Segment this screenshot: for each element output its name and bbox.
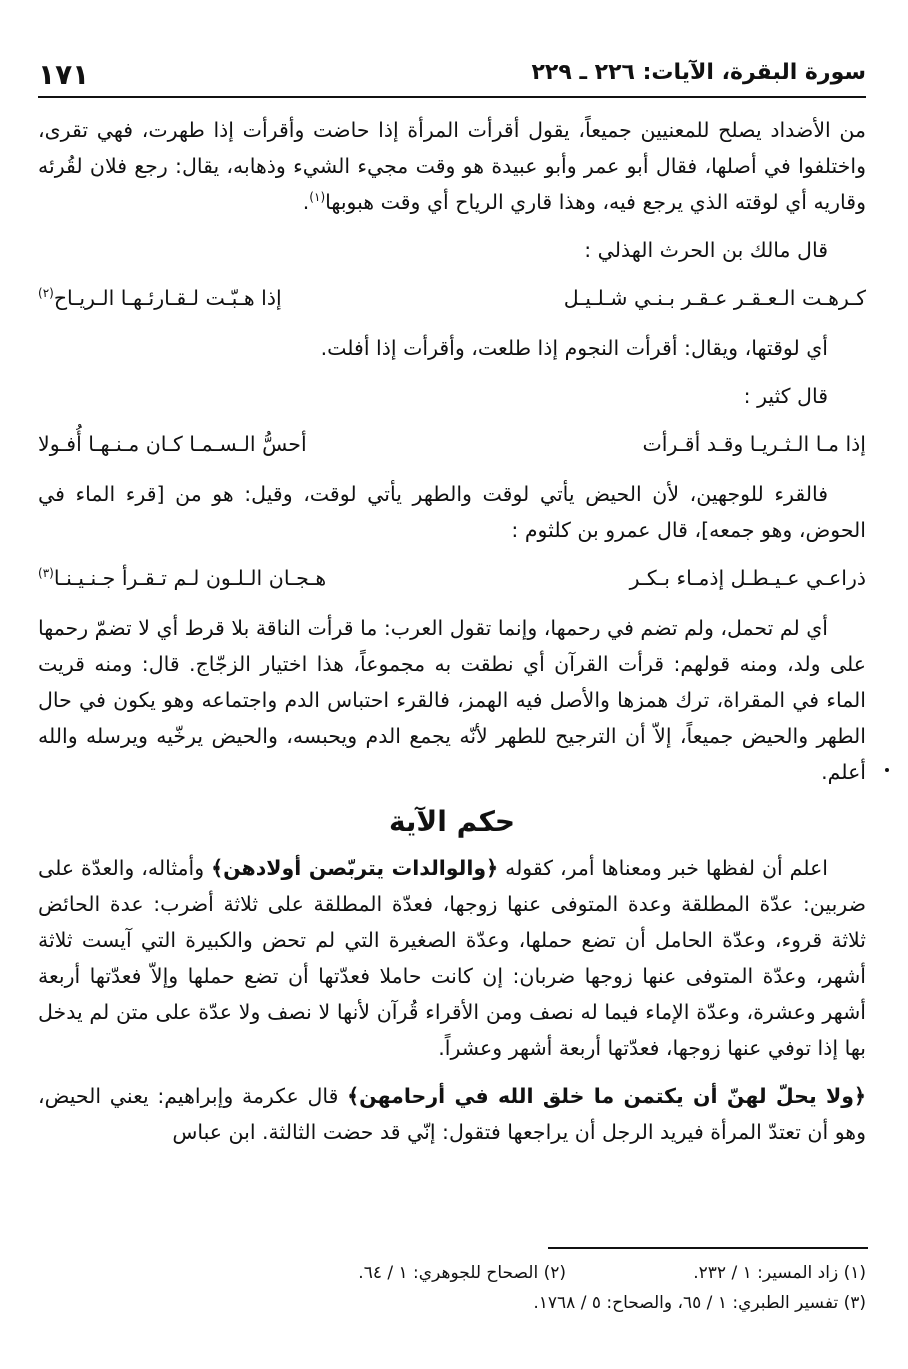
poetry-verse xyxy=(38,426,866,462)
footnote-3: (٣) تفسير الطبري: ١ / ٦٥، والصحاح: ٥ / ١٧٦٨. xyxy=(533,1293,866,1313)
footnote-divider xyxy=(548,1247,868,1249)
paragraph-text: قال عكرمة وإبراهيم: يعني الحيض، وهو أن تعتدّ المرأة فيريد الرجل أن يراجعها فتقول: إنّي قد حضت الثالثة. ابن عباس xyxy=(38,1084,866,1144)
poetry-verse xyxy=(38,560,866,596)
paragraph-text: اعلم أن لفظها خبر ومعناها أمر، كقوله xyxy=(498,856,828,880)
quran-quote: ﴿ولا يحلّ لهنّ أن يكتمن ما خلق الله في أرحامهن﴾ xyxy=(347,1084,867,1108)
paragraph xyxy=(38,112,866,220)
paragraph: أي لوقتها، ويقال: أقرأت النجوم إذا طلعت، وأقرأت إذا أفلت. xyxy=(320,336,828,360)
footnote-1: (١) زاد المسير: ١ / ٢٣٢. xyxy=(693,1263,866,1283)
poet-intro: قال كثير : xyxy=(743,384,828,408)
verse-second-hemistich xyxy=(38,280,282,316)
main-text xyxy=(38,112,866,1162)
margin-dot xyxy=(885,768,889,772)
page-number: ١٧١ xyxy=(38,58,90,91)
paragraph: أي لم تحمل، ولم تضم في رحمها، وإنما تقول العرب: ما قرأت الناقة بلا قرط أي لا تضمّ رحمها على ولد، ومنه قولهم: قرأت القرآن أي نطقت به مجموعاً، هذا اختيار الزجّاج. قال: ومنه قريت الماء في المقراة، ترك همزها والأصل فيه الهمز، فالقرء احتباس الدم واجتماعه وهو يكون في حال الطهر والحيض جميعاً، إلاّ أن الترجيح للطهر لأنّه يجمع الدم ويحبسه، والحيض يرخّيه ويرسله والله أعلم. xyxy=(38,616,866,784)
footnote-row xyxy=(38,1258,866,1288)
footnote-ref: (١) xyxy=(309,190,326,205)
paragraph-end: . xyxy=(302,190,310,214)
verse-second-hemistich: أحسُّ الـسـمـا كـان مـنـهـا أُفـولا xyxy=(38,432,307,456)
poet-intro: قال مالك بن الحرث الهذلي : xyxy=(584,238,828,262)
paragraph: فالقرء للوجهين، لأن الحيض يأتي لوقت والطهر يأتي لوقت، وقيل: هو من [قرء الماء في الحوض، وهو جمعه]، قال عمرو بن كلثوم : xyxy=(38,482,866,542)
running-title: سورة البقرة، الآيات: ٢٢٦ ـ ٢٢٩ xyxy=(531,60,866,85)
verse-text: إذا هـبّـت لـقـارئـهـا الـريـاح xyxy=(53,286,282,310)
footnote-2: (٢) الصحاح للجوهري: ١ / ٦٤. xyxy=(358,1263,566,1283)
paragraph xyxy=(38,1078,866,1150)
footnote-ref: (٣) xyxy=(38,566,54,581)
page-header xyxy=(38,52,866,98)
section-heading: حكم الآية xyxy=(388,805,516,838)
verse-second-hemistich xyxy=(38,560,326,596)
poetry-verse xyxy=(38,280,866,316)
paragraph xyxy=(38,850,866,1066)
paragraph-text: من الأضداد يصلح للمعنيين جميعاً، يقول أقرأت المرأة إذا حاضت وأقرأت إذا طهرت، فهي تقرى، واختلفوا في أصلها، فقال أبو عمر وأبو عبيدة هو وقت مجيء الشيء وذهابه، يقال: رجع فلان لقُرئه وقاريه أي لوقته الذي يرجع فيه، وهذا قاري الرياح أي وقت هبوبها xyxy=(38,118,866,214)
footnote-row xyxy=(38,1288,866,1318)
verse-first-hemistich: ذراعـي عـيـطـل إذمـاء بـكـر xyxy=(629,566,866,590)
footnotes xyxy=(38,1258,866,1318)
paragraph-text: وأمثاله، والعدّة على ضربين: عدّة المطلقة وعدة المتوفى عنها زوجها، فعدّة المطلقة على ثلاثة أضرب: عدة الحائض ثلاثة قروء، وعدّة الحامل أن تضع حملها، وعدّة الصغيرة التي لم تحض والكبيرة التي آيست ثلاثة أشهر، وعدّة المتوفى عنها زوجها ضربان: إن كانت حاملا فعدّتها أن تضع حملها وإلاّ فعدّتها أربعة أشهر وعشرة، وعدّة الإماء فيما له نصف ومن الأقراء قُرآن لأنها لا نصف ولا عدّة على متن لم يدخل بها إذا توفي عنها زوجها، فعدّتها أربعة أشهر وعشراً. xyxy=(38,856,866,1060)
verse-first-hemistich: إذا مـا الـثـريـا وقـد أقـرأت xyxy=(642,432,866,456)
footnote-ref: (٢) xyxy=(38,286,54,301)
verse-text: هـجـان الـلـون لـم تـقـرأ جـنـيـنـا xyxy=(53,566,327,590)
verse-first-hemistich: كـرهـت الـعـقـر عـقـر بـنـي شـلـيـل xyxy=(563,286,866,310)
quran-quote: ﴿والوالدات يتربّصن أولادهن﴾ xyxy=(211,856,499,880)
